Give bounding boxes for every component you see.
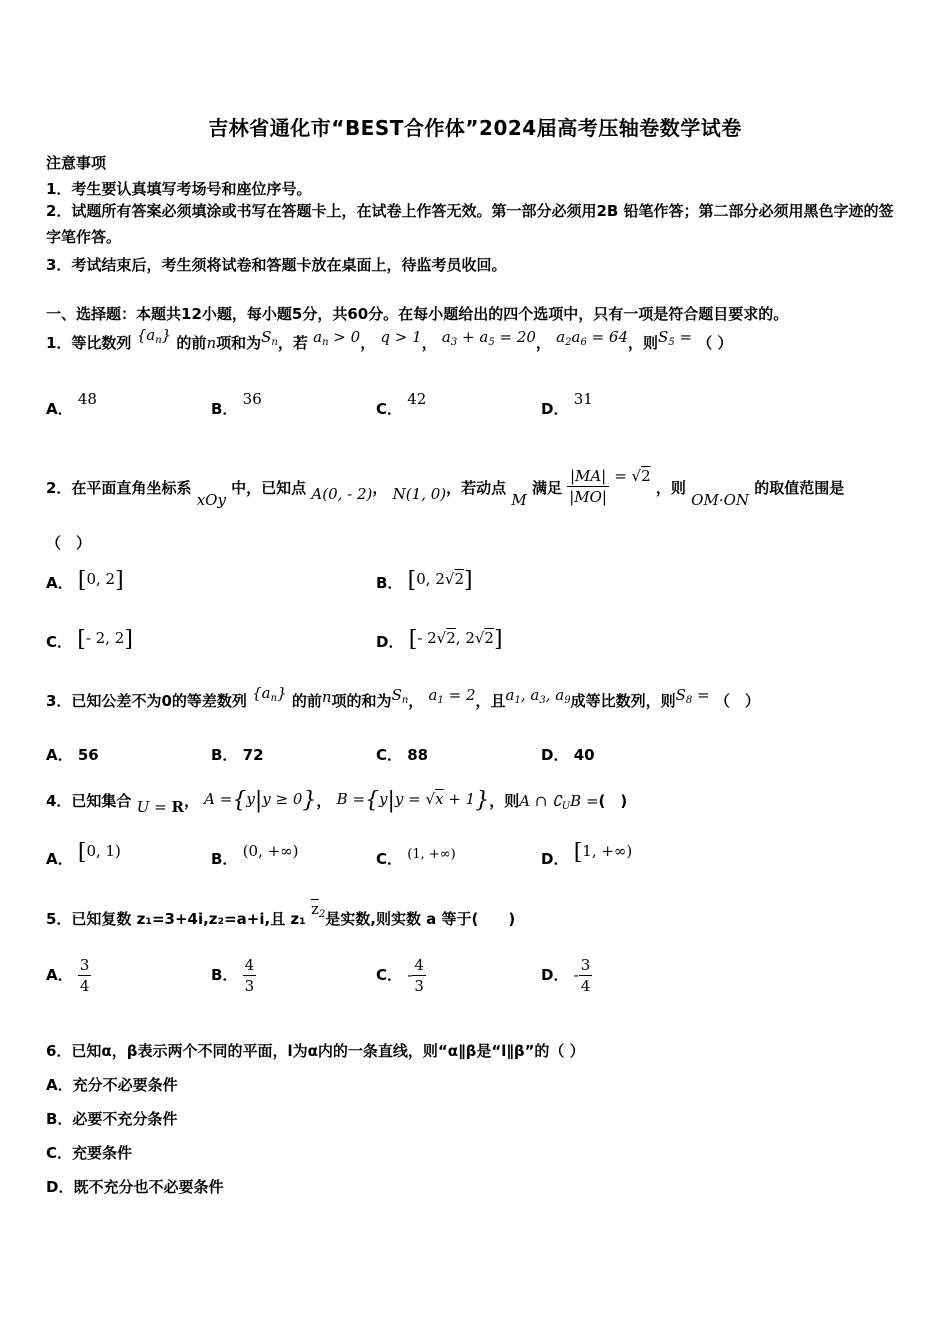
question-6: 6．已知α，β表示两个不同的平面，l为α内的一条直线，则“α∥β是“l∥β”的（ ）	[46, 1042, 585, 1060]
section-heading: 一、选择题：本题共12小题，每小题5分，共60分。在每小题给出的四个选项中，只有一项是符合题目要求的。	[46, 305, 789, 323]
q2-option-c: C． [- 2, 2]	[46, 627, 133, 652]
q4-option-a: A． [0, 1)	[46, 840, 121, 868]
q1-text-2: 的前	[176, 334, 207, 352]
question-2: 2．在平面直角坐标系 xOy 中，已知点 A(0, - 2)， N(1, 0)，若动点 M 满足 $\frac{|MA|}{|MO|}$ = √2 ，则 OM·ON 的取值范围是	[46, 467, 845, 509]
q2-paren: （ ）	[46, 534, 92, 552]
question-5: 5．已知复数 z₁=3+4i,z₂=a+i,且 z₁ $\overline{z}_2$是实数,则实数 a 等于( )	[46, 900, 516, 928]
q3-option-a: A． 56	[46, 746, 99, 764]
q3-option-d: D． 40	[541, 746, 595, 764]
notice-heading: 注意事项	[46, 154, 107, 172]
q1-option-a: A． 48	[46, 390, 97, 418]
q6-option-c: C．充要条件	[46, 1144, 133, 1162]
q4-option-d: D． [1, +∞)	[541, 840, 633, 868]
question-4: 4．已知集合 U = R， A ={y|y ≥ 0}， B ={y|y = √x + 1}，则A ∩ $∁_UB$ =( )	[46, 788, 628, 816]
q6-option-d: D．既不充分也不必要条件	[46, 1178, 224, 1196]
q1-text-3: 项和为	[216, 334, 262, 352]
q3-option-b: B． 72	[211, 746, 264, 764]
q4-option-c: C． (1, +∞)	[376, 847, 456, 868]
q5-option-d: D． - $\frac{3}{4}$	[541, 956, 591, 995]
q5-option-b: B． $\frac{4}{3}$	[211, 956, 255, 995]
q1-option-b: B． 36	[211, 390, 262, 418]
q1-text-1: 1．等比数列	[46, 334, 132, 352]
q5-option-c: C． - $\frac{4}{3}$	[376, 956, 424, 995]
q1-option-d: D． 31	[541, 390, 593, 418]
q3-option-c: C． 88	[376, 746, 429, 764]
notice-item-1: 1．考生要认真填写考场号和座位序号。	[46, 180, 312, 198]
q2-ratio: $\frac{|MA|}{|MO|}$	[569, 467, 607, 506]
notice-item-2: 2．试题所有答案必须填涂或书写在答题卡上，在试卷上作答无效。第一部分必须用2B 铅笔作答；第二部分必须用黑色字迹的签字笔作答。	[46, 202, 894, 246]
q1-text-4: ，若	[277, 334, 308, 352]
page-title: 吉林省通化市“BEST合作体”2024届高考压轴卷数学试卷	[208, 116, 742, 140]
q4-option-b: B． (0, +∞)	[211, 842, 299, 868]
question-1: 1．等比数列 $\{a_n\}$ 的前n项和为$S_n$，若 $a_n > 0$， q > 1， $a_3 + a_5 = 20$， $a_2a_6 = 64$，则$S_5$ = （ ）	[46, 326, 733, 352]
notice-item-3: 3．考试结束后，考生须将试卷和答题卡放在桌面上，待监考员收回。	[46, 256, 507, 274]
q1-text-6: （ ）	[697, 334, 733, 352]
q2-option-a: A． [0, 2]	[46, 568, 124, 593]
question-3: 3．已知公差不为0的等差数列 $\{a_n\}$ 的前n项的和为$S_n$， $a_1 = 2$，且$a_1$, $a_3$, $a_9$成等比数列，则$S_8$ = （ ）	[46, 684, 760, 710]
q5-option-a: A． $\frac{3}{4}$	[46, 956, 90, 995]
q1-option-c: C． 42	[376, 390, 427, 418]
q1-text-5: ，则	[628, 334, 659, 352]
q2-option-d: D． [- 2√2, 2√2]	[376, 627, 503, 652]
q2-option-b: B． [0, 2√2]	[376, 568, 473, 593]
q1-seq-expr: $\{a_n\}$	[136, 326, 172, 346]
q6-option-a: A．充分不必要条件	[46, 1076, 178, 1094]
q6-option-b: B．必要不充分条件	[46, 1110, 178, 1128]
